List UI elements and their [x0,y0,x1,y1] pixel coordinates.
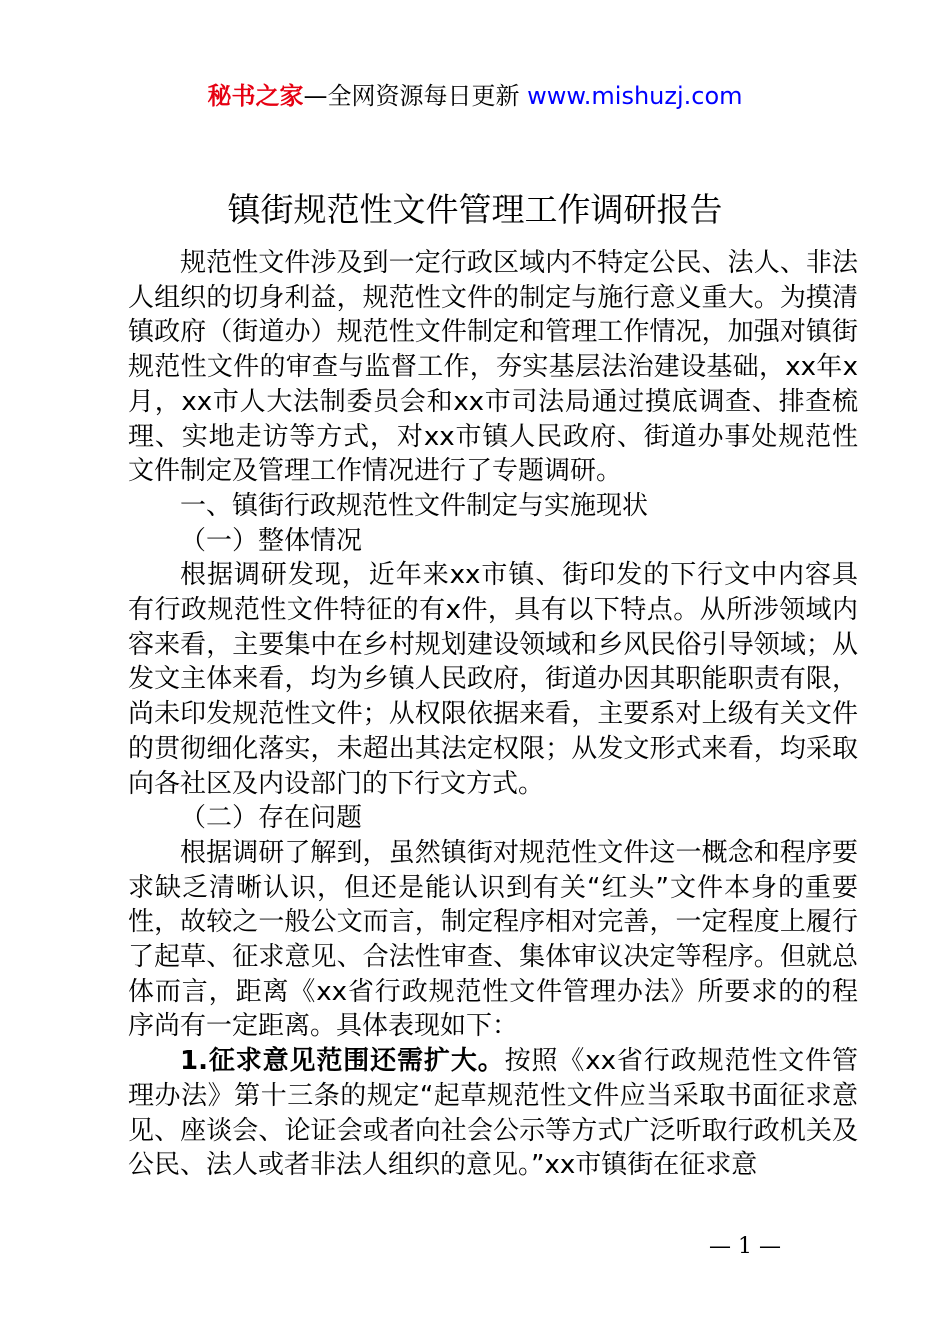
overall-paragraph: 根据调研发现，近年来xx市镇、街印发的下行文中内容具有行政规范性文件特征的有x件，具有以下特点。从所涉领域内容来看，主要集中在乡村规划建设领域和乡风民俗引导领域；从发文主体来看，均为乡镇人民政府，街道办因其职能职责有限，尚未印发规范性文件；从权限依据来看，主要系对上级有关文件的贯彻细化落实，未超出其法定权限；从发文形式来看，均采取向各社区及内设部门的下行文方式。 [128,560,858,799]
section-heading-1: 一、镇街行政规范性文件制定与实施现状 [180,490,649,521]
point-1-paragraph [128,1044,858,1183]
page-number: — 1 — [709,1234,781,1259]
point-1-lead: 1.征求意见范围还需扩大。 [180,1046,505,1077]
subsection-heading-overall: （一）整体情况 [180,525,363,556]
site-tagline: —全网资源每日更新 [303,82,520,110]
problems-paragraph: 根据调研了解到，虽然镇街对规范性文件这一概念和程序要求缺乏清晰认识，但还是能认识到有关“红头”文件本身的重要性，故较之一般公文而言，制定程序相对完善，一定程度上履行了起草、征求意见、合法性审查、集体审议决定等程序。但就总体而言，距离《xx省行政规范性文件管理办法》所要求的的程序尚有一定距离。具体表现如下： [128,837,858,1042]
site-brand: 秘书之家 [207,82,304,110]
point-1-text: 按照《xx省行政规范性文件管理办法》第十三条的规定“起草规范性文件应当采取书面征求意见、座谈会、论证会或者向社会公示等方式广泛听取行政机关及公民、法人或者非法人组织的意见。”xx市镇街在征求意 [128,1046,858,1181]
intro-paragraph: 规范性文件涉及到一定行政区域内不特定公民、法人、非法人组织的切身利益，规范性文件的制定与施行意义重大。为摸清镇政府（街道办）规范性文件制定和管理工作情况，加强对镇街规范性文件的审查与监督工作，夯实基层法治建设基础，xx年x月，xx市人大法制委员会和xx市司法局通过摸底调查、排查梳理、实地走访等方式，对xx市镇人民政府、街道办事处规范性文件制定及管理工作情况进行了专题调研。 [128,248,858,487]
subsection-heading-problems: （二）存在问题 [180,803,363,834]
site-url-link[interactable]: www.mishuzj.com [527,82,743,110]
document-title: 镇街规范性文件管理工作调研报告 [227,190,723,229]
document-body [128,246,858,1183]
site-header [0,80,950,112]
